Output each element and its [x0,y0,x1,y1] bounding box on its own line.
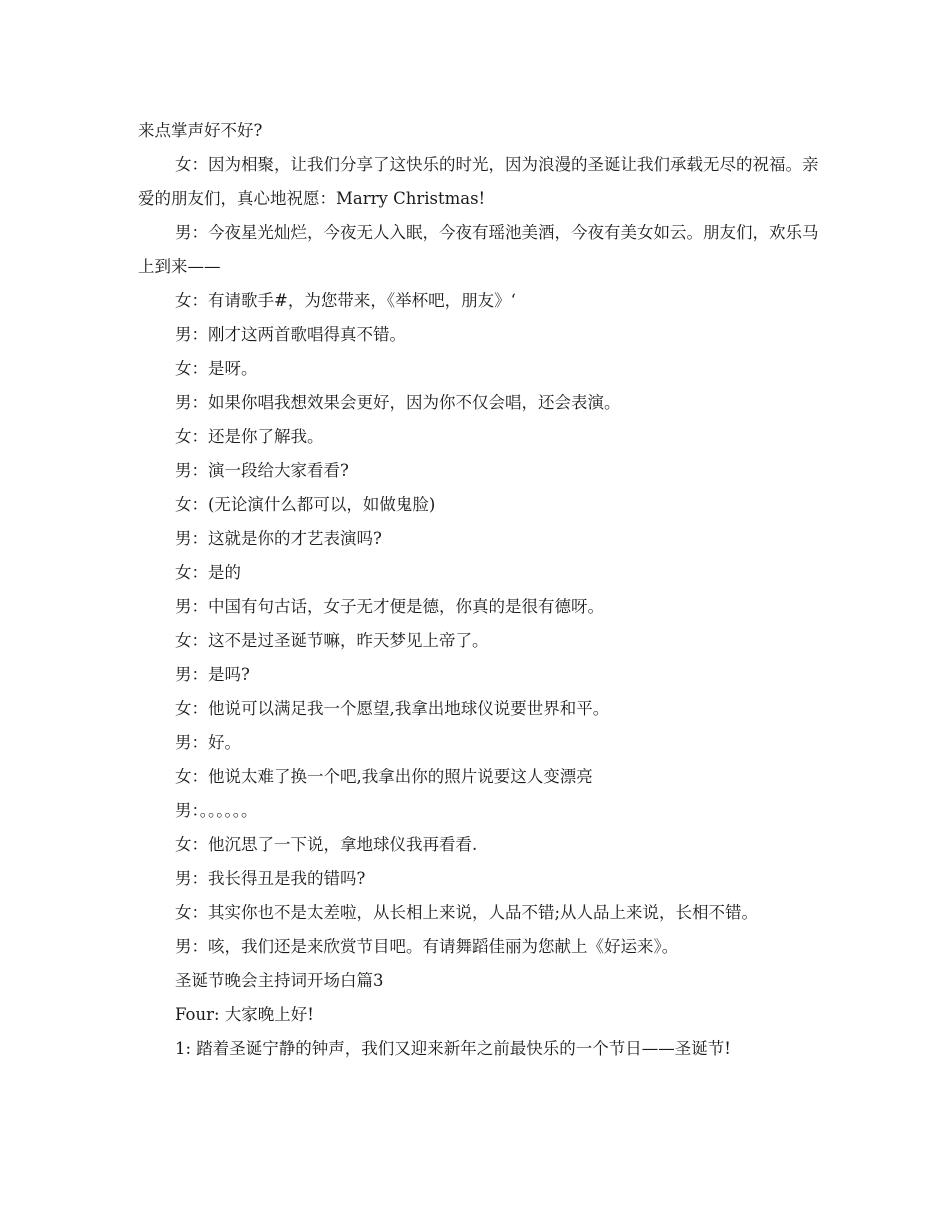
paragraph: 男：我长得丑是我的错吗? [175,869,366,888]
paragraph: 女：还是你了解我。 [175,427,324,446]
paragraph: 女：(无论演什么都可以，如做鬼脸) [175,495,436,514]
paragraph: 1: 踏着圣诞宁静的钟声，我们又迎来新年之前最快乐的一个节日——圣诞节! [175,1039,731,1058]
paragraph: 男：。。。。。。 [175,801,258,820]
paragraph: 女：有请歌手#，为您带来，《举杯吧，朋友》‘ [175,291,516,310]
paragraph: 男：演一段给大家看看? [175,461,349,480]
paragraph: 女：是的 [175,563,241,582]
paragraph: 男：如果你唱我想效果会更好，因为你不仅会唱，还会表演。 [175,393,621,412]
paragraph: 女：他说太难了换一个吧,我拿出你的照片说要这人变漂亮 [175,767,593,786]
paragraph: 女：这不是过圣诞节嘛，昨天梦见上帝了。 [175,631,489,650]
paragraph: 男：这就是你的才艺表演吗? [175,529,382,548]
document-body [138,114,822,1066]
paragraph: 男：好。 [175,733,241,752]
paragraph: 女：他说可以满足我一个愿望,我拿出地球仪说要世界和平。 [175,699,610,718]
paragraph: 女：他沉思了一下说，拿地球仪我再看看. [175,835,478,854]
paragraph: 男：刚才这两首歌唱得真不错。 [175,325,406,344]
paragraph: 男：今夜星光灿烂，今夜无人入眠，今夜有瑶池美酒，今夜有美女如云。朋友们，欢乐马上到来—— [138,223,819,276]
paragraph: 男：咳，我们还是来欣赏节目吧。有请舞蹈佳丽为您献上《好运来》。 [175,937,679,956]
paragraph: 男：中国有句古话，女子无才便是德，你真的是很有德呀。 [175,597,604,616]
paragraph: 圣诞节晚会主持词开场白篇3 [175,971,384,990]
paragraph: 女：是呀。 [175,359,258,378]
paragraph: 来点掌声好不好? [138,121,263,140]
paragraph: 女：因为相聚，让我们分享了这快乐的时光，因为浪漫的圣诞让我们承载无尽的祝福。亲爱的朋友们，真心地祝愿：Marry Christmas! [138,155,819,208]
paragraph: Four: 大家晚上好! [175,1005,314,1024]
paragraph: 女：其实你也不是太差啦，从长相上来说，人品不错;从人品上来说，长相不错。 [175,903,759,922]
paragraph: 男：是吗? [175,665,250,684]
